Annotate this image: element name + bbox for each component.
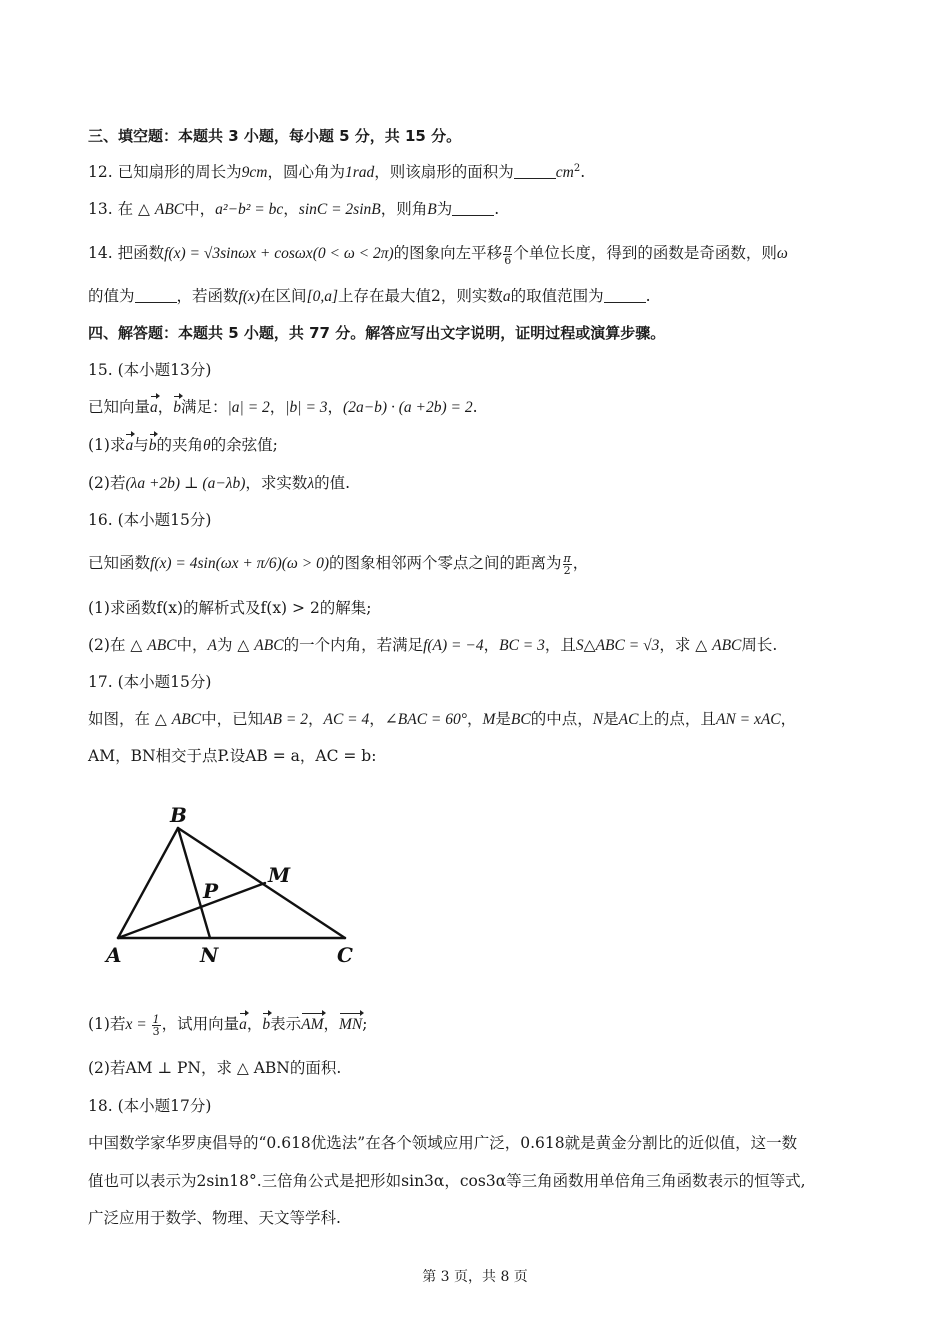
question-16-heading: 16. (本小题15分) bbox=[88, 511, 212, 529]
question-14-line-1: 14. 把函数f(x) = √3sinωx + cosωx(0 < ω < 2π)的图象向左平移 $\frac{\pi}{6}$ 个单位长度，得到的函数是奇函数，则ω bbox=[88, 241, 788, 267]
question-17-part-2: (2)若AM ⊥ PN，求 △ ABN的面积. bbox=[88, 1059, 342, 1077]
question-14-line-2: 的值为 ，若函数f(x)在区间[0,a]上存在最大值2，则实数a的取值范围为 . bbox=[88, 287, 651, 305]
question-18-line-2: 值也可以表示为2sin18°.三倍角公式是把形如sin3α，cos3α等三角函数用单倍角三角函数表示的恒等式, bbox=[88, 1172, 806, 1190]
question-13: 13. 在 △ ABC中，a²−b² = bc，sinC = 2sinB，则角B为 . bbox=[88, 200, 500, 218]
question-16-part-1: (1)求函数f(x)的解析式及f(x) > 2的解集; bbox=[88, 599, 372, 617]
segment-am bbox=[118, 883, 265, 938]
question-17-part-1: (1)若x = $\frac{1}{3}$ ，试用向量a，b表示AM，MN; bbox=[88, 1012, 368, 1038]
answer-blank bbox=[452, 201, 494, 216]
label-m: M bbox=[268, 863, 291, 887]
question-17-heading: 17. (本小题15分) bbox=[88, 673, 212, 691]
page-footer: 第 3 页，共 8 页 bbox=[422, 1269, 528, 1285]
label-c: C bbox=[337, 943, 353, 967]
label-p: P bbox=[203, 879, 219, 903]
answer-blank bbox=[514, 164, 556, 179]
triangle-figure bbox=[100, 800, 370, 970]
section-3-heading: 三、填空题：本题共 3 小题，每小题 5 分，共 15 分。 bbox=[88, 127, 462, 145]
question-15-heading: 15. (本小题13分) bbox=[88, 361, 212, 379]
section-4-heading: 四、解答题：本题共 5 小题，共 77 分。解答应写出文字说明，证明过程或演算步骤。 bbox=[88, 324, 666, 342]
question-18-line-1: 中国数学家华罗庚倡导的“0.618优选法”在各个领域应用广泛，0.618就是黄金分割比的近似值，这一数 bbox=[88, 1134, 798, 1152]
question-18-line-3: 广泛应用于数学、物理、天文等学科. bbox=[88, 1209, 341, 1227]
fraction: $\frac{1}{3}$ bbox=[152, 1012, 160, 1038]
question-17-stem-line-2: AM，BN相交于点P.设AB = a，AC = b: bbox=[88, 747, 377, 765]
label-n: N bbox=[200, 943, 219, 967]
fraction: $\frac{\pi}{2}$ bbox=[563, 551, 571, 577]
fraction: $\frac{\pi}{6}$ bbox=[504, 241, 512, 267]
question-15-stem: 已知向量a，b满足：|a| = 2，|b| = 3，(2a−b) · (a +2b) = 2. bbox=[88, 396, 880, 419]
side-ab bbox=[118, 828, 178, 938]
question-16-part-2: (2)在 △ ABC中，A为 △ ABC的一个内角，若满足f(A) = −4，BC = 3，且S△ABC = √3，求 △ ABC周长. bbox=[88, 636, 778, 654]
question-12: 12. 已知扇形的周长为9cm，圆心角为1rad，则该扇形的面积为 $cm^2$. bbox=[88, 163, 586, 181]
question-17-stem-line-1: 如图，在 △ ABC中，已知AB = 2，AC = 4，∠BAC = 60°，M是BC的中点，N是AC上的点，且AN = xAC， bbox=[88, 710, 797, 728]
label-a: A bbox=[106, 943, 122, 967]
answer-blank bbox=[135, 288, 177, 303]
question-15-part-2: (2)若(λa +2b) ⊥ (a−λb)，求实数λ的值. bbox=[88, 474, 351, 492]
question-16-stem: 已知函数f(x) = 4sin(ωx + π/6)(ω > 0)的图象相邻两个零点之间的距离为 $\frac{\pi}{2}$ ， bbox=[88, 551, 589, 577]
question-18-heading: 18. (本小题17分) bbox=[88, 1097, 212, 1115]
answer-blank bbox=[604, 288, 646, 303]
label-b: B bbox=[170, 803, 187, 827]
question-15-part-1: (1)求a与b的夹角θ的余弦值; bbox=[88, 434, 880, 457]
